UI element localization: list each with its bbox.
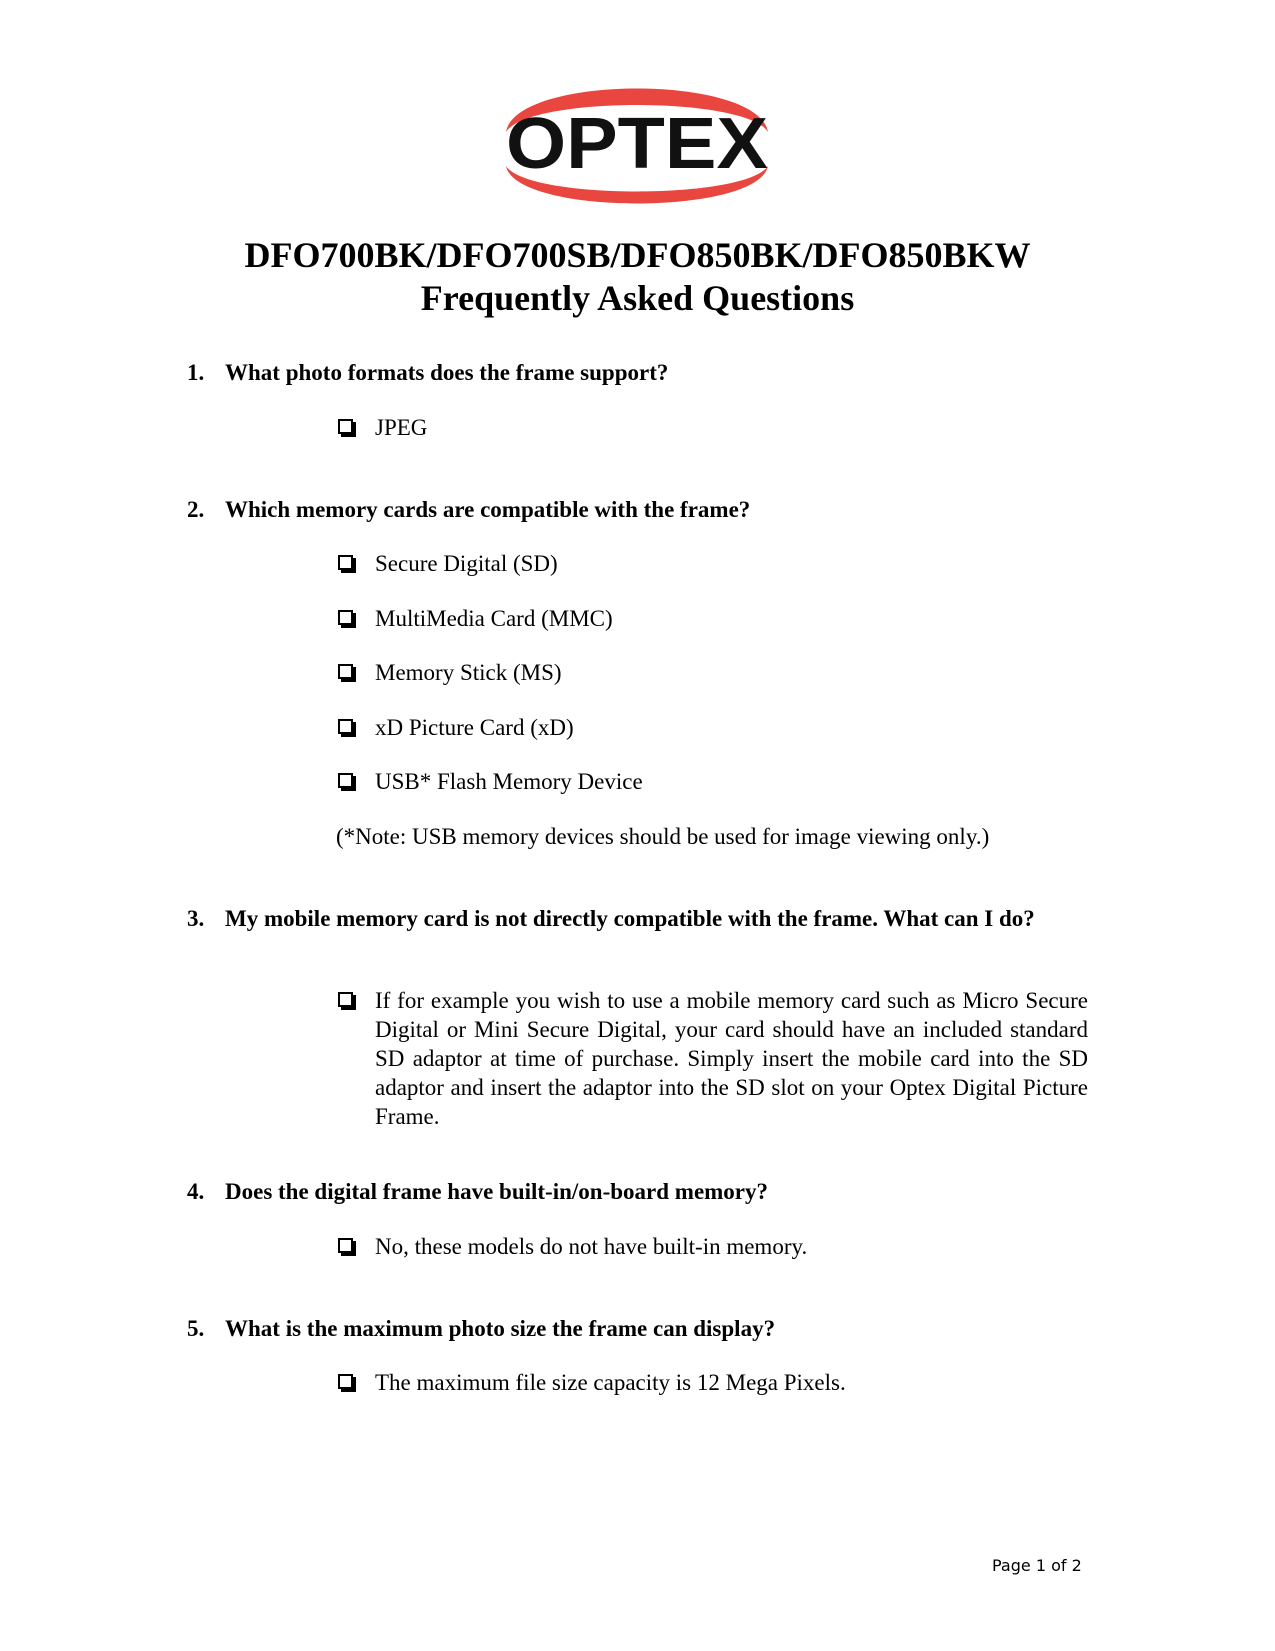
faq-answer-item [338, 713, 1088, 742]
faq-answer-item [338, 986, 1088, 1131]
question-text: Does the digital frame have built-in/on-board memory? [225, 1179, 769, 1204]
faq-answer-item [338, 658, 1088, 687]
faq-answer-item [338, 1368, 1088, 1397]
question-number: 1. [187, 360, 205, 385]
faq-answer-item [338, 604, 1088, 633]
answer-text: Secure Digital (SD) [375, 551, 558, 576]
question-text: What photo formats does the frame support? [225, 360, 669, 385]
faq-answer-item [338, 413, 1088, 442]
checkbox-bullet-icon [338, 719, 353, 734]
answer-text: JPEG [375, 415, 428, 440]
faq-question-1 [187, 358, 1087, 387]
checkbox-bullet-icon [338, 419, 353, 434]
faq-answer-item [338, 549, 1088, 578]
question-text: Which memory cards are compatible with the frame? [225, 497, 751, 522]
answer-text: xD Picture Card (xD) [375, 715, 574, 740]
checkbox-bullet-icon [338, 610, 353, 625]
question-text: What is the maximum photo size the frame can display? [225, 1316, 776, 1341]
usb-note: (*Note: USB memory devices should be used for image viewing only.) [336, 824, 990, 849]
checkbox-bullet-icon [338, 1238, 353, 1253]
checkbox-bullet-icon [338, 555, 353, 570]
question-number: 3. [187, 906, 205, 931]
page-number: Page 1 of 2 [992, 1556, 1082, 1575]
question-number: 5. [187, 1316, 205, 1341]
faq-question-3 [187, 904, 1087, 933]
question-number: 4. [187, 1179, 205, 1204]
question-number: 2. [187, 497, 205, 522]
checkbox-bullet-icon [338, 1374, 353, 1389]
faq-question-4 [187, 1177, 1087, 1206]
faq-question-2 [187, 495, 1087, 524]
logo-text: OPTEX [506, 104, 768, 184]
faq-answer-item [338, 1232, 1088, 1261]
checkbox-bullet-icon [338, 773, 353, 788]
answer-text: USB* Flash Memory Device [375, 769, 643, 794]
checkbox-bullet-icon [338, 664, 353, 679]
answer-text: No, these models do not have built-in memory. [375, 1234, 808, 1259]
answer-text: Memory Stick (MS) [375, 660, 562, 685]
page-subtitle: Frequently Asked Questions [420, 278, 855, 318]
optex-logo [496, 80, 778, 210]
answer-text: The maximum file size capacity is 12 Mega Pixels. [375, 1370, 846, 1395]
faq-question-5 [187, 1314, 1087, 1343]
answer-text: If for example you wish to use a mobile memory card such as Micro Secure Digital or Mini Secure Digital, your card should have an included standard SD adaptor at time of purchase. Simply insert the mobile card into the SD adaptor and insert the adaptor into the SD slot on your Optex Digital Picture Frame. [375, 988, 1088, 1129]
question-text: My mobile memory card is not directly compatible with the frame. What can I do? [225, 906, 1035, 931]
answer-text: MultiMedia Card (MMC) [375, 606, 613, 631]
faq-answer-item [338, 767, 1088, 796]
checkbox-bullet-icon [338, 992, 353, 1007]
page-title: DFO700BK/DFO700SB/DFO850BK/DFO850BKW [244, 235, 1031, 275]
